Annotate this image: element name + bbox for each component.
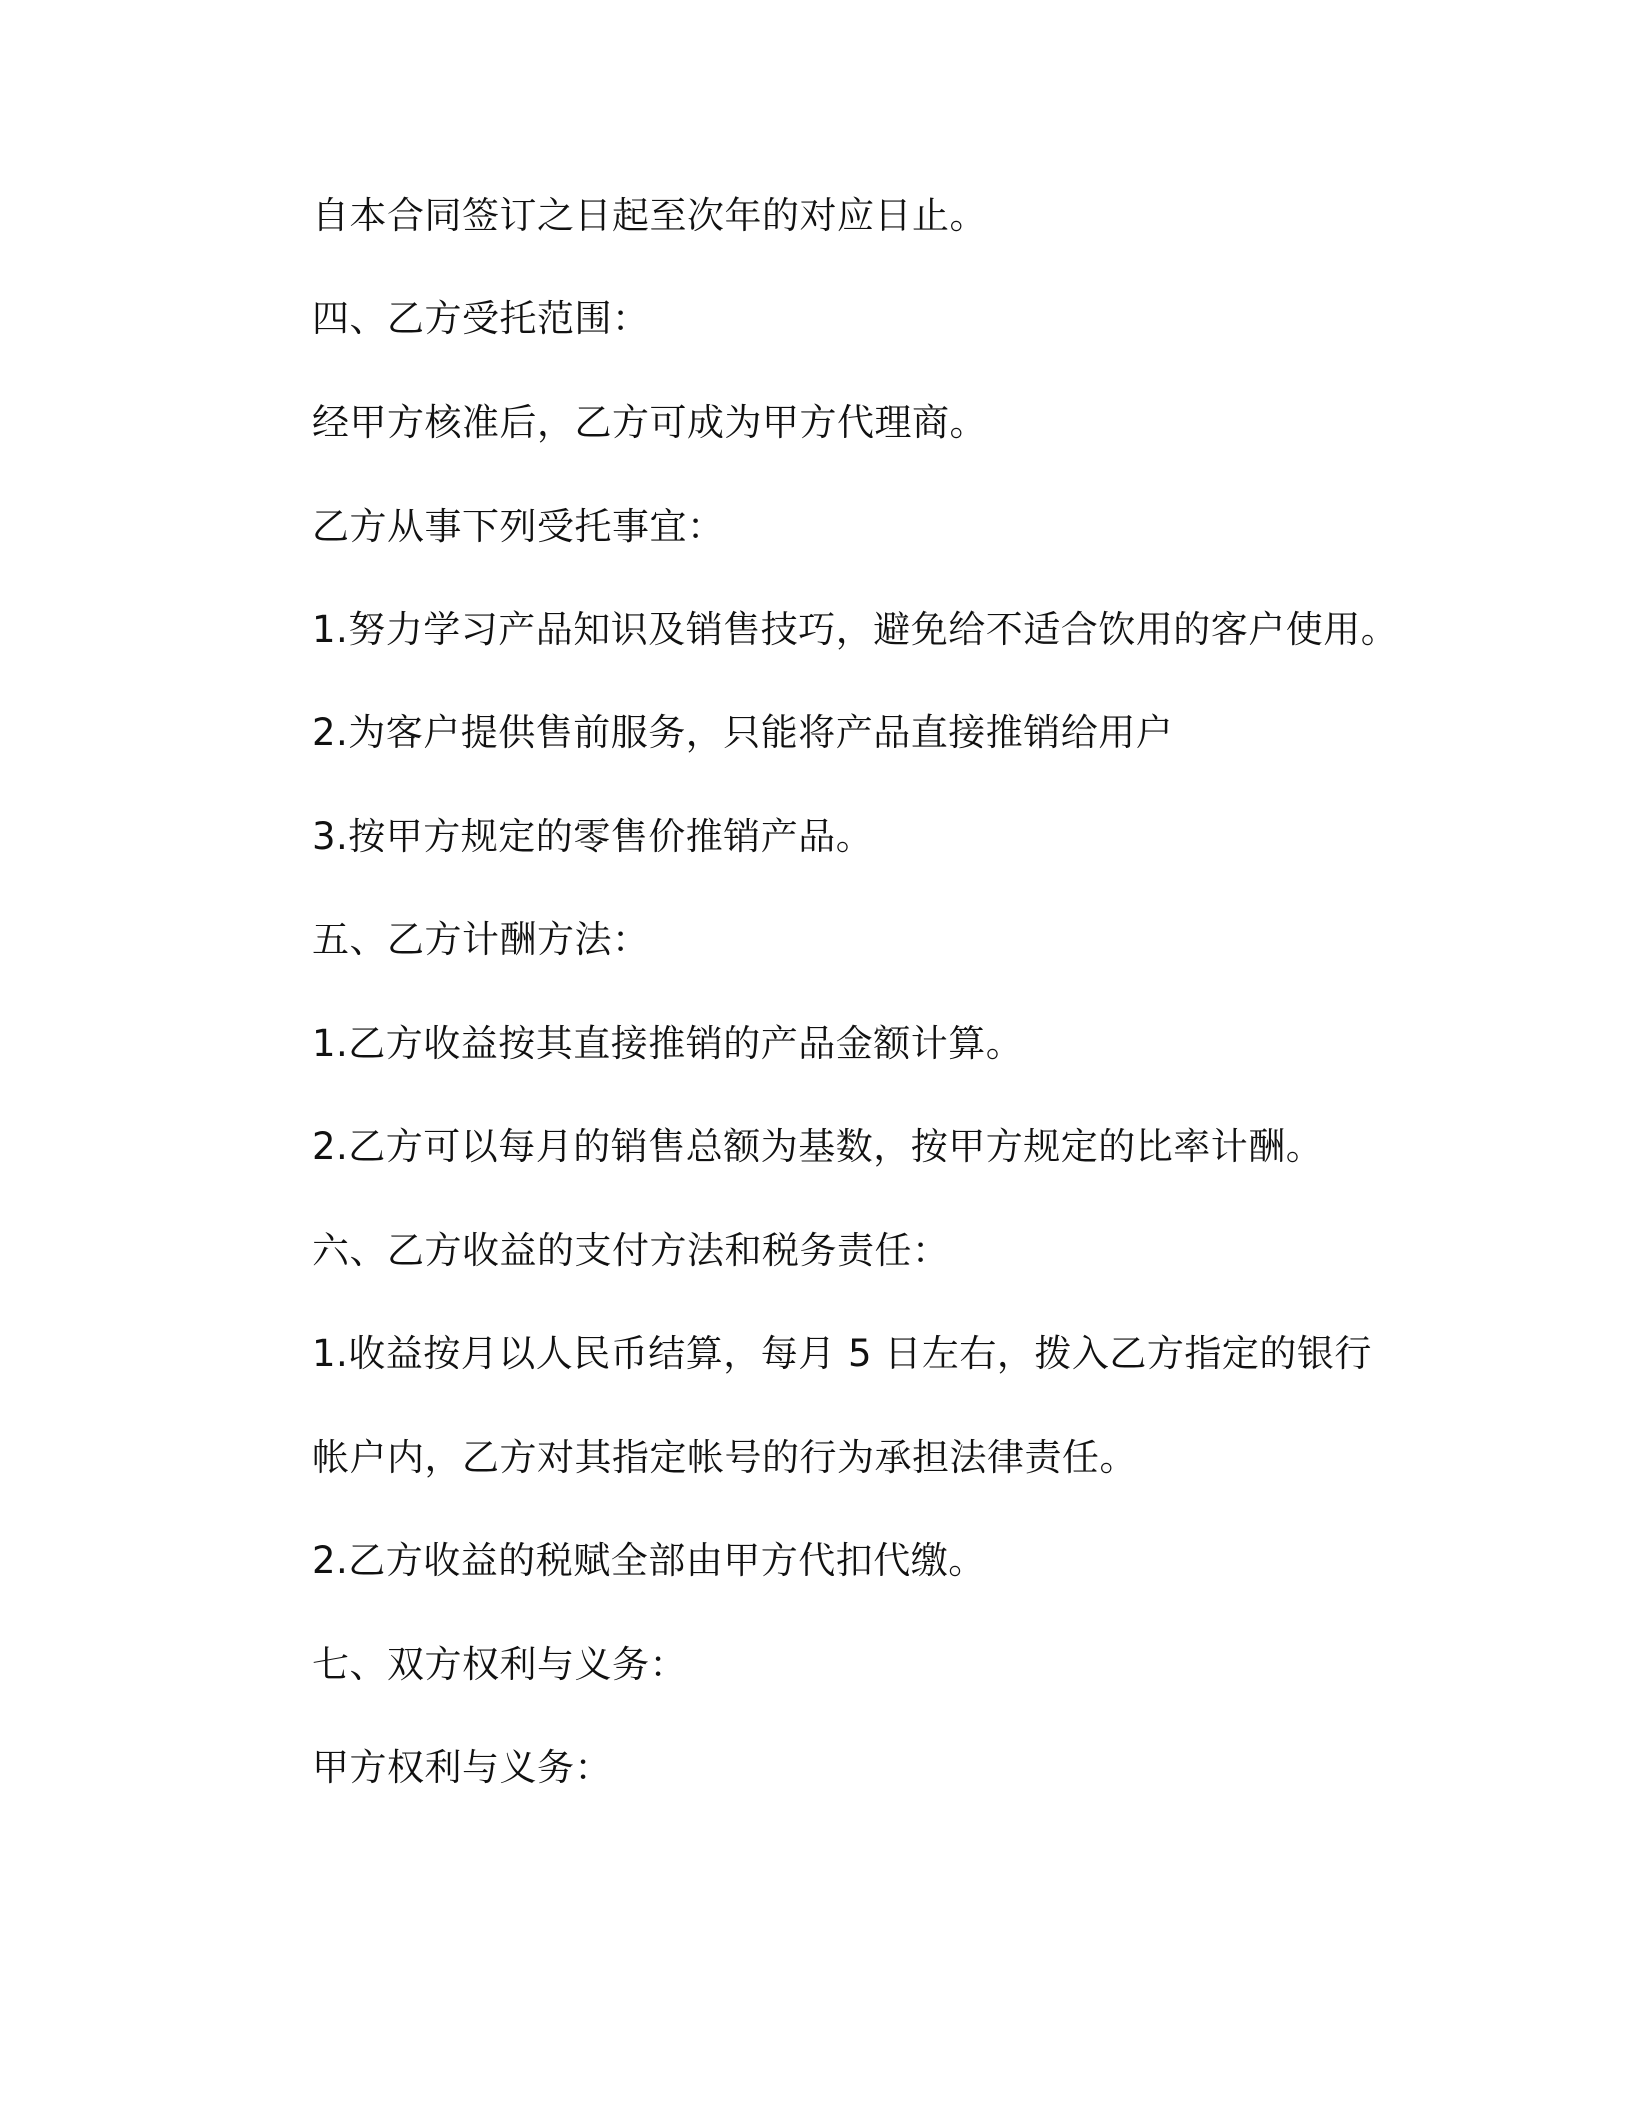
- section-heading-6: 六、乙方收益的支付方法和税务责任：: [312, 1229, 950, 1272]
- paragraph-line: 甲方权利与义务：: [312, 1746, 612, 1789]
- section-heading-7: 七、双方权利与义务：: [312, 1643, 687, 1686]
- list-item: 2.乙方收益的税赋全部由甲方代扣代缴。: [312, 1539, 986, 1582]
- list-item: 1.收益按月以人民币结算，每月 5 日左右，拨入乙方指定的银行: [312, 1332, 1372, 1375]
- list-item: 1.乙方收益按其直接推销的产品金额计算。: [312, 1022, 1024, 1065]
- list-item: 1.努力学习产品知识及销售技巧，避免给不适合饮用的客户使用。: [312, 608, 1399, 651]
- paragraph-line: 帐户内，乙方对其指定帐号的行为承担法律责任。: [312, 1436, 1137, 1479]
- section-heading-4: 四、乙方受托范围：: [312, 297, 650, 340]
- list-item: 2.乙方可以每月的销售总额为基数，按甲方规定的比率计酬。: [312, 1125, 1324, 1168]
- paragraph-line: 经甲方核准后，乙方可成为甲方代理商。: [312, 401, 987, 444]
- list-item: 3.按甲方规定的零售价推销产品。: [312, 815, 874, 858]
- paragraph-line: 自本合同签订之日起至次年的对应日止。: [312, 194, 987, 237]
- section-heading-5: 五、乙方计酬方法：: [312, 918, 650, 961]
- list-item: 2.为客户提供售前服务，只能将产品直接推销给用户: [312, 711, 1174, 754]
- paragraph-line: 乙方从事下列受托事宜：: [312, 505, 725, 548]
